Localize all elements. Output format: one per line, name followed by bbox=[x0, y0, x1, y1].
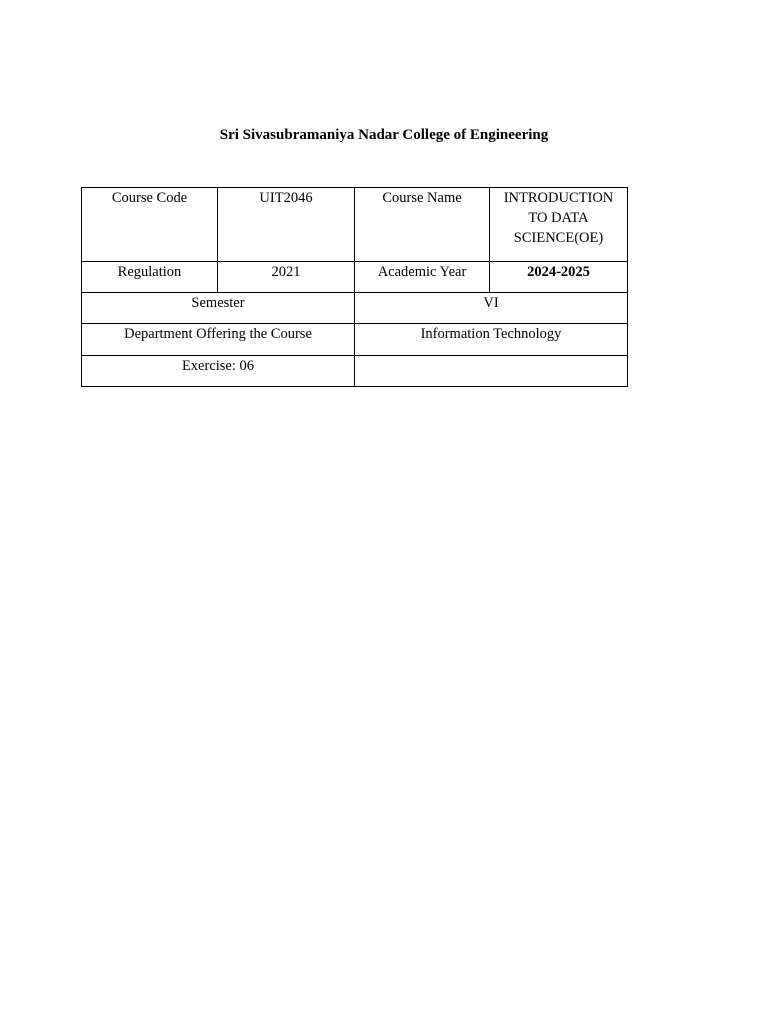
course-name-label: Course Name bbox=[355, 188, 490, 262]
semester-value: VI bbox=[355, 293, 628, 324]
page-title: Sri Sivasubramaniya Nadar College of Engineering bbox=[219, 127, 549, 143]
table-row bbox=[82, 293, 628, 324]
course-code-label: Course Code bbox=[82, 188, 218, 262]
academic-year-value: 2024-2025 bbox=[490, 262, 628, 293]
course-code-value: UIT2046 bbox=[218, 188, 355, 262]
table-row bbox=[82, 188, 628, 262]
table-row bbox=[82, 324, 628, 356]
exercise-label: Exercise: 06 bbox=[82, 356, 355, 387]
department-label: Department Offering the Course bbox=[82, 324, 355, 356]
course-details-table bbox=[81, 187, 628, 387]
academic-year-label: Academic Year bbox=[355, 262, 490, 293]
table-row bbox=[82, 356, 628, 387]
course-name-value: INTRODUCTION TO DATA SCIENCE(OE) bbox=[490, 188, 628, 262]
exercise-value bbox=[355, 356, 628, 387]
department-value: Information Technology bbox=[355, 324, 628, 356]
table-row bbox=[82, 262, 628, 293]
semester-label: Semester bbox=[82, 293, 355, 324]
regulation-label: Regulation bbox=[82, 262, 218, 293]
regulation-value: 2021 bbox=[218, 262, 355, 293]
